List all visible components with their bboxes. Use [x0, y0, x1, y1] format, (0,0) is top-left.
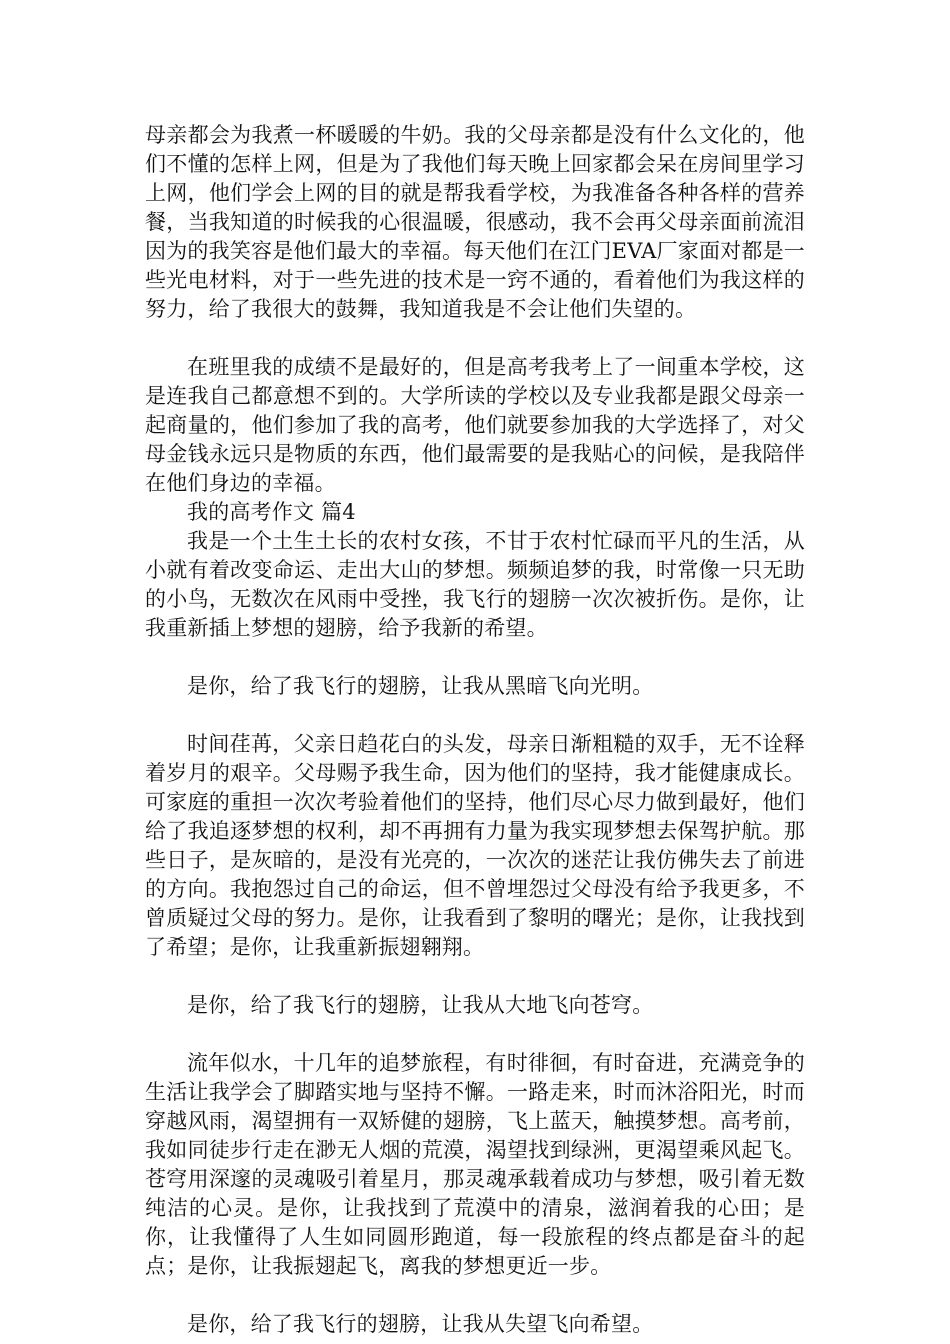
paragraph-2: 在班里我的成绩不是最好的，但是高考我考上了一间重本学校，这是连我自己都意想不到的。大学所读的学校以及专业我都是跟父母亲一起商量的，他们参加了我的高考，他们就要参加我的大学选择了，对父母金钱永远只是物质的东西，他们最需要的是我贴心的问候，是我陪伴在他们身边的幸福。	[145, 355, 805, 495]
paragraph-7: 流年似水，十几年的追梦旅程，有时徘徊，有时奋进，充满竞争的生活让我学会了脚踏实地与坚持不懈。一路走来，时而沐浴阳光，时而穿越风雨，渴望拥有一双矫健的翅膀，飞上蓝天，触摸梦想。高考前，我如同徒步行走在渺无人烟的荒漠，渴望找到绿洲，更渴望乘风起飞。苍穹用深邃的灵魂吸引着星月，那灵魂承载着成功与梦想，吸引着无数纯洁的心灵。是你，让我找到了荒漠中的清泉，滋润着我的心田；是你，让我懂得了人生如同圆形跑道，每一段旅程的终点都是奋斗的起点；是你，让我振翅起飞，离我的梦想更近一步。	[145, 1051, 805, 1278]
document-page	[145, 121, 805, 1339]
paragraph-1: 母亲都会为我煮一杯暖暖的牛奶。我的父母亲都是没有什么文化的，他们不懂的怎样上网，但是为了我他们每天晚上回家都会呆在房间里学习上网，他们学会上网的目的就是帮我看学校，为我准备各种各样的营养餐，当我知道的时候我的心很温暖，很感动，我不会再父母亲面前流泪因为的我笑容是他们最大的幸福。每天他们在江门EVA厂家面对都是一些光电材料，对于一些先进的技术是一窍不通的，看着他们为我这样的努力，给了我很大的鼓舞，我知道我是不会让他们失望的。	[145, 123, 805, 321]
paragraph-6: 是你，给了我飞行的翅膀，让我从大地飞向苍穹。	[187, 993, 654, 1017]
paragraph-8: 是你，给了我飞行的翅膀，让我从失望飞向希望。	[187, 1312, 654, 1336]
section-heading: 我的高考作文 篇4	[187, 500, 356, 524]
paragraph-5: 时间荏苒，父亲日趋花白的头发，母亲日渐粗糙的双手，无不诠释着岁月的艰辛。父母赐予我生命，因为他们的坚持，我才能健康成长。可家庭的重担一次次考验着他们的坚持，他们尽心尽力做到最好，他们给了我追逐梦想的权利，却不再拥有力量为我实现梦想去保驾护航。那些日子，是灰暗的，是没有光亮的，一次次的迷茫让我仿佛失去了前进的方向。我抱怨过自己的命运，但不曾埋怨过父母没有给予我更多，不曾质疑过父母的努力。是你，让我看到了黎明的曙光；是你，让我找到了希望；是你，让我重新振翅翱翔。	[145, 732, 805, 959]
paragraph-4: 是你，给了我飞行的翅膀，让我从黑暗飞向光明。	[187, 674, 654, 698]
paragraph-3: 我是一个土生土长的农村女孩，不甘于农村忙碌而平凡的生活，从小就有着改变命运、走出大山的梦想。频频追梦的我，时常像一只无助的小鸟，无数次在风雨中受挫，我飞行的翅膀一次次被折伤。是你，让我重新插上梦想的翅膀，给予我新的希望。	[145, 529, 805, 640]
